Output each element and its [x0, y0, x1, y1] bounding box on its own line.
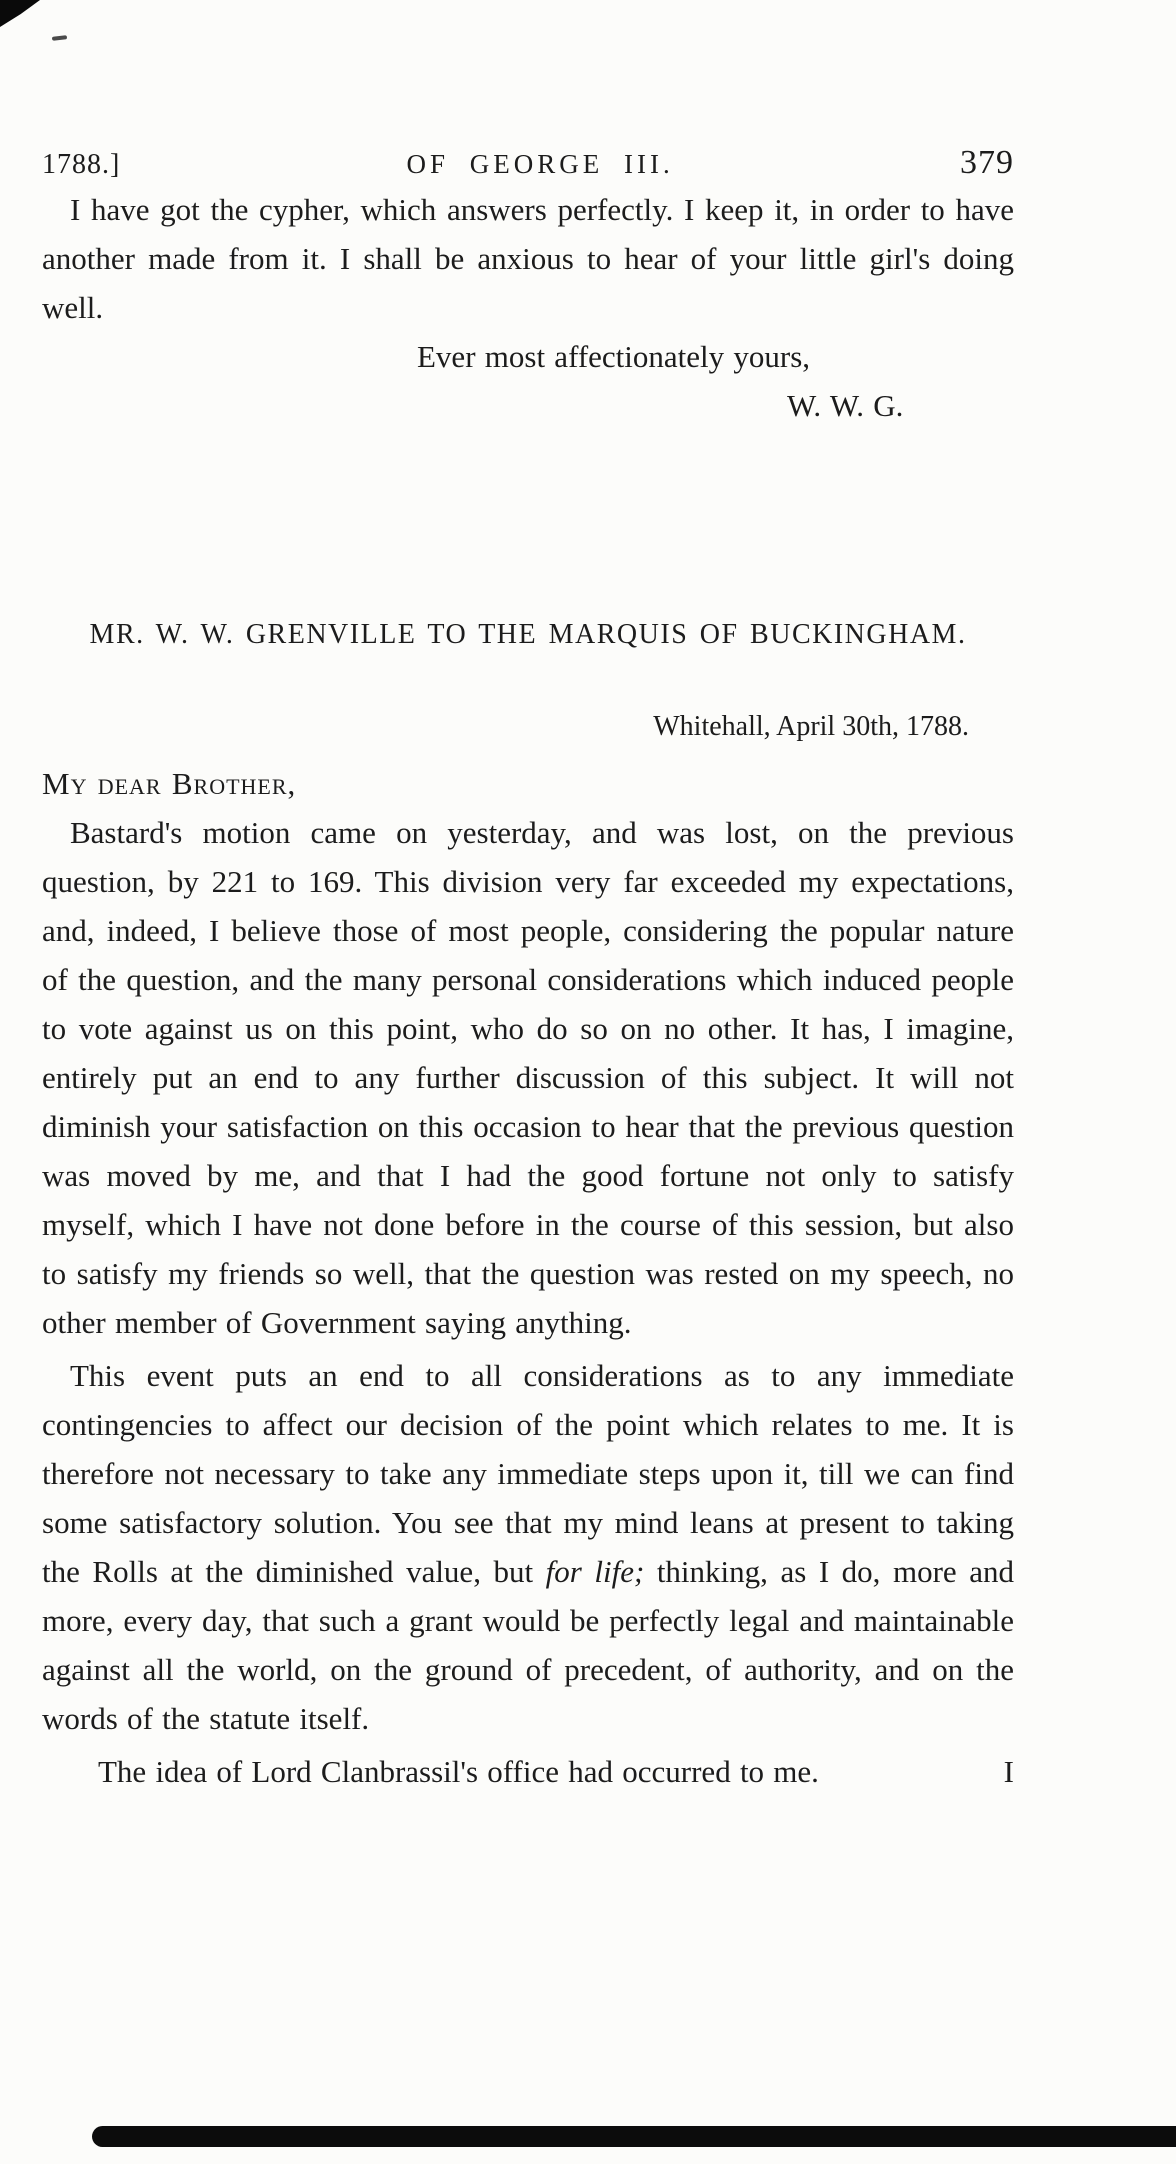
header-page-number: 379 — [960, 144, 1014, 181]
letter-heading: MR. W. W. GRENVILLE TO THE MARQUIS OF BUCKINGHAM. — [89, 619, 967, 650]
letter-end-paragraph: I have got the cypher, which answers perfectly. I keep it, in order to have another made from it. I shall be anxious to hear of your little girl's doing well. — [42, 192, 1014, 325]
paragraph-clanbrassil — [42, 1747, 1014, 1796]
letter-salutation: My dear Brother, — [42, 766, 297, 801]
letter-closing: Ever most affectionately yours, — [417, 339, 811, 374]
scan-artifact-bottom-bar — [92, 2126, 1176, 2147]
paragraph-this-event — [42, 1351, 1014, 1743]
letter-signature: W. W. G. — [787, 388, 904, 423]
running-header — [42, 143, 1014, 185]
letter-end-block — [42, 185, 1014, 430]
paragraph-last-line: The idea of Lord Clanbrassil's office had occurred to me. — [98, 1754, 819, 1789]
paragraph-bastards-motion: Bastard's motion came on yesterday, and was lost, on the previous question, by 221 to 169. This division very far exceeded my expectations, and, indeed, I believe those of most people, considering the popular nature of the question, and the many personal considerations which induced people to vote against us on this point, who do so on no other. It has, I imagine, entirely put an end to any further discussion of this subject. It will not diminish your satisfaction on this occasion to hear that the previous question was moved by me, and that I had the good fortune not only to satisfy myself, which I have not done before in the course of this session, but also to satisfy my friends so well, that the question was rested on my speech, no other member of Government saying anything. — [42, 815, 1014, 1340]
paragraph-text-after-italic: thinking, as I do, more and more, every day, that such a grant would be perfectly legal and maintainable against all the world, on the ground of precedent, of authority, and on the words of the statute itself. — [42, 1554, 1014, 1736]
header-running-title: OF GEORGE III. — [406, 149, 674, 179]
catchword: I — [1003, 1754, 1014, 1789]
italic-phrase: for life; — [545, 1554, 645, 1589]
letter-body-block — [42, 759, 1014, 1796]
header-year: 1788.] — [42, 149, 121, 180]
paragraph-text-before-italic: This event puts an end to all considerations as to any immediate contingencies to affect our decision of the point which relates to me. It is therefore not necessary to take any immediate steps upon it, till we can find some satisfactory solution. You see that my mind leans at present to taking the Rolls at the diminished value, but — [42, 1358, 1014, 1589]
letter-dateline: Whitehall, April 30th, 1788. — [653, 711, 969, 742]
